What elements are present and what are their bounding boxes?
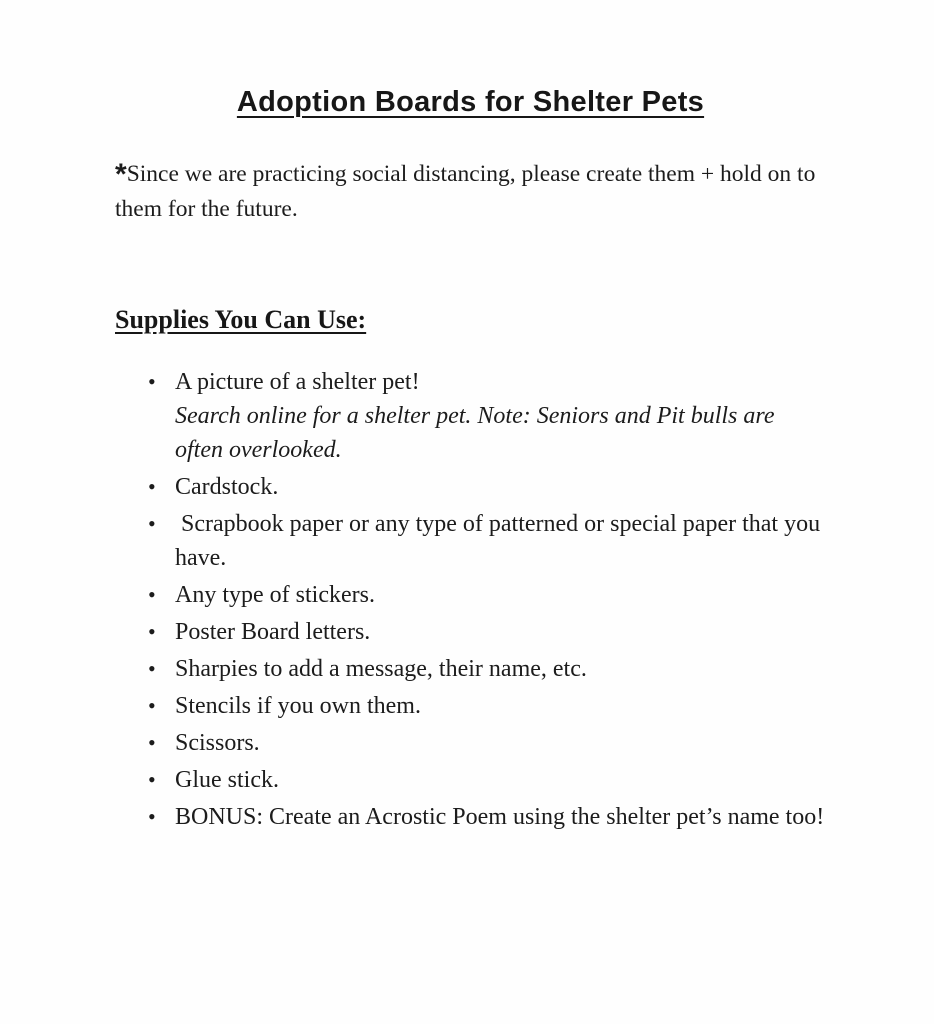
list-item	[148, 615, 826, 649]
list-item	[148, 800, 826, 834]
bullet-icon: •	[148, 656, 156, 681]
list-item-text: A picture of a shelter pet!	[175, 369, 420, 395]
list-item-text: Sharpies to add a message, their name, etc.	[175, 656, 587, 682]
note-text: Since we are practicing social distancing, please create them + hold on to them for the future.	[115, 161, 816, 222]
bullet-icon: •	[148, 582, 156, 607]
document-title: Adoption Boards for Shelter Pets	[236, 86, 705, 118]
list-item-subnote: Search online for a shelter pet. Note: Seniors and Pit bulls are often overlooked.	[175, 403, 781, 463]
bullet-icon: •	[148, 619, 156, 644]
list-item-text: Scrapbook paper or any type of patterned or special paper that you have.	[175, 511, 827, 571]
supplies-list	[115, 365, 826, 834]
bullet-icon: •	[148, 369, 156, 394]
bullet-icon: •	[148, 767, 156, 792]
list-item-text: BONUS: Create an Acrostic Poem using the shelter pet’s name too!	[175, 804, 825, 830]
social-distancing-note	[115, 157, 826, 227]
list-item-text: Glue stick.	[175, 767, 279, 793]
bullet-icon: •	[148, 511, 156, 536]
bullet-icon: •	[148, 730, 156, 755]
bullet-icon: •	[148, 474, 156, 499]
note-asterisk: *	[115, 158, 127, 191]
list-item-text: Poster Board letters.	[175, 619, 371, 645]
list-item	[148, 507, 826, 575]
list-item-text: Scissors.	[175, 730, 260, 756]
list-item-text: Stencils if you own them.	[175, 693, 421, 719]
list-item-text: Cardstock.	[175, 474, 279, 500]
supplies-heading: Supplies You Can Use:	[115, 305, 367, 334]
list-item-text: Any type of stickers.	[175, 582, 375, 608]
list-item	[148, 470, 826, 504]
list-item	[148, 689, 826, 723]
list-item	[148, 726, 826, 760]
list-item	[148, 365, 826, 467]
list-item	[148, 652, 826, 686]
list-item	[148, 578, 826, 612]
list-item	[148, 763, 826, 797]
bullet-icon: •	[148, 804, 156, 829]
bullet-icon: •	[148, 693, 156, 718]
